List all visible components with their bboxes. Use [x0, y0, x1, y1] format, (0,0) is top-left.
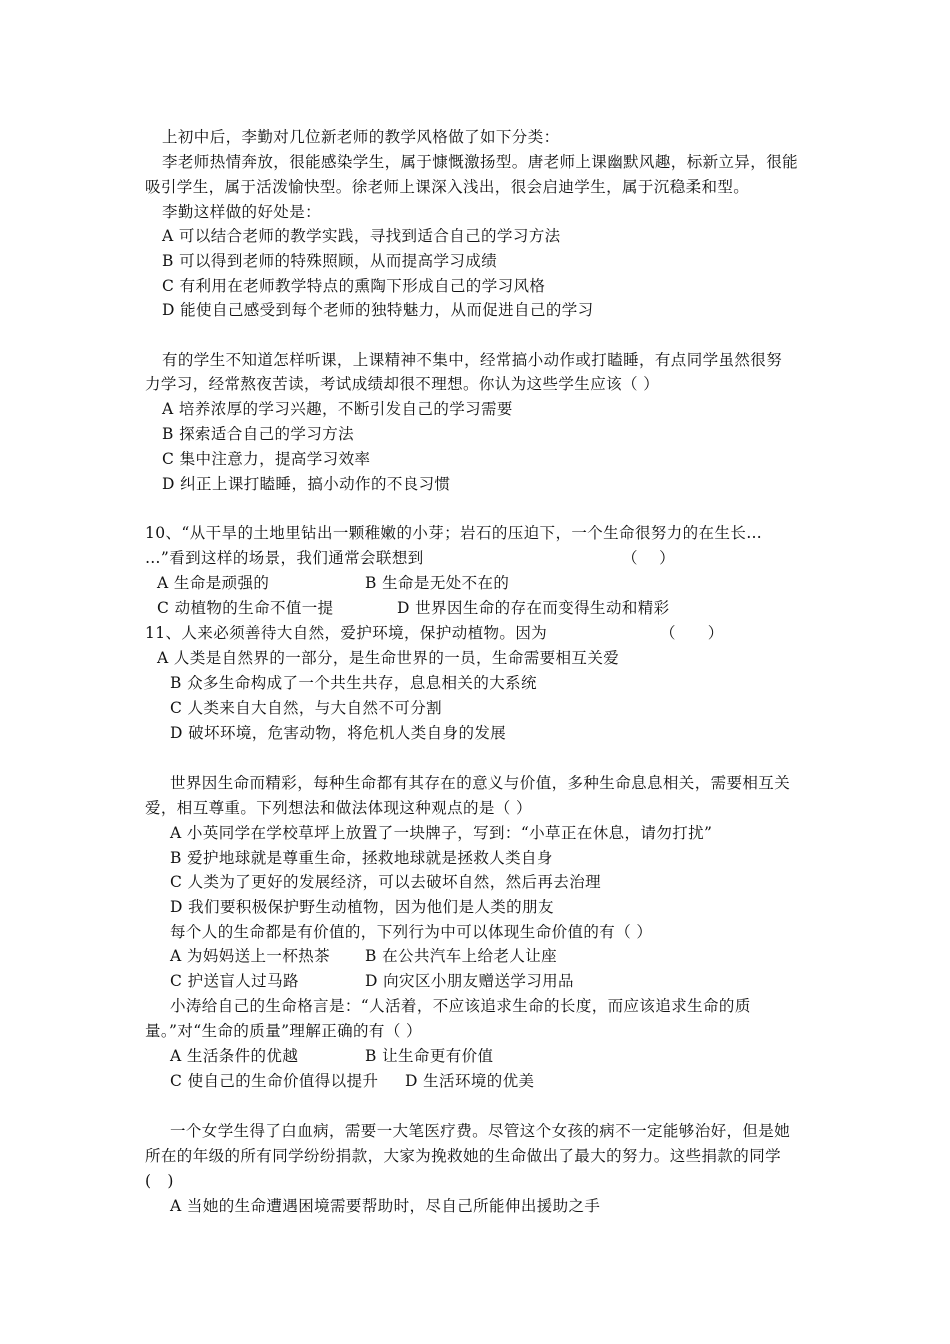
q14-option-b: B 让生命更有价值 — [365, 1047, 494, 1065]
q15-line2: 所在的年级的所有同学纷纷捐款，大家为挽救她的生命做出了最大的努力。这些捐款的同学 — [145, 1147, 782, 1165]
q1-question: 李勤这样做的好处是： — [162, 203, 322, 221]
q2-line1: 有的学生不知道怎样听课，上课精神不集中，经常搞小动作或打瞌睡，有点同学虽然很努 — [162, 351, 783, 369]
q11-option-b: B 众多生命构成了一个共生共存，息息相关的大系统 — [170, 674, 537, 692]
q1-option-b: B 可以得到老师的特殊照顾，从而提高学习成绩 — [162, 252, 498, 270]
q13-option-c: C 护送盲人过马路 — [170, 972, 299, 990]
q1-body-line2: 吸引学生，属于活泼愉快型。徐老师上课深入浅出，很会启迪学生，属于沉稳柔和型。 — [145, 178, 750, 196]
q10-answer-paren: （ ） — [622, 549, 676, 567]
q12-line2: 爱，相互尊重。下列想法和做法体现这种观点的是（ ） — [145, 799, 532, 817]
q12-option-a: A 小英同学在学校草坪上放置了一块牌子，写到：“小草正在休息，请勿打扰” — [170, 824, 713, 842]
q11-option-c: C 人类来自大自然，与大自然不可分割 — [170, 699, 442, 717]
q13-option-b: B 在公共汽车上给老人让座 — [365, 947, 558, 965]
q11-answer-paren: （ ） — [660, 624, 724, 642]
q2-line2: 力学习，经常熬夜苦读，考试成绩却很不理想。你认为这些学生应该（ ） — [145, 375, 660, 393]
q10-option-d: D 世界因生命的存在而变得生动和精彩 — [397, 599, 670, 617]
q12-option-d: D 我们要积极保护野生动植物，因为他们是人类的朋友 — [170, 898, 554, 916]
q2-option-a: A 培养浓厚的学习兴趣，不断引发自己的学习需要 — [162, 400, 513, 418]
q14-line2: 量。”对“生命的质量”理解正确的有（ ） — [145, 1022, 422, 1040]
q14-option-d: D 生活环境的优美 — [405, 1072, 535, 1090]
q15-answer-paren: ( ) — [145, 1172, 174, 1190]
q12-option-b: B 爱护地球就是尊重生命，拯救地球就是拯救人类自身 — [170, 849, 553, 867]
q2-option-b: B 探索适合自己的学习方法 — [162, 425, 355, 443]
q15-line1: 一个女学生得了白血病，需要一大笔医疗费。尽管这个女孩的病不一定能够治好，但是她 — [170, 1122, 791, 1140]
q2-option-c: C 集中注意力，提高学习效率 — [162, 450, 371, 468]
q10-option-c: C 动植物的生命不值一提 — [157, 599, 334, 617]
q11-line1: 11、人来必须善待大自然，爱护环境，保护动植物。因为 — [145, 624, 548, 642]
q13-line1: 每个人的生命都是有价值的，下列行为中可以体现生命价值的有（ ） — [170, 923, 653, 941]
q13-option-d: D 向灾区小朋友赠送学习用品 — [365, 972, 574, 990]
q10-line1: 10、“从干旱的土地里钻出一颗稚嫩的小芽；岩石的压迫下，一个生命很努力的在生长… — [145, 524, 763, 542]
q15-option-a: A 当她的生命遭遇困境需要帮助时，尽自己所能伸出援助之手 — [170, 1197, 601, 1215]
q11-option-d: D 破坏环境，危害动物，将危机人类自身的发展 — [170, 724, 507, 742]
q10-option-b: B 生命是无处不在的 — [365, 574, 510, 592]
q14-option-c: C 使自己的生命价值得以提升 — [170, 1072, 379, 1090]
q14-line1: 小涛给自己的生命格言是：“人活着，不应该追求生命的长度，而应该追求生命的质 — [170, 997, 751, 1015]
q1-option-d: D 能使自己感受到每个老师的独特魅力，从而促进自己的学习 — [162, 301, 594, 319]
q13-option-a: A 为妈妈送上一杯热茶 — [170, 947, 331, 965]
q1-option-a: A 可以结合老师的教学实践，寻找到适合自己的学习方法 — [162, 227, 561, 245]
q10-line2: …”看到这样的场景，我们通常会联想到 — [145, 549, 424, 567]
q2-option-d: D 纠正上课打瞌睡，搞小动作的不良习惯 — [162, 475, 451, 493]
q1-body-line1: 李老师热情奔放，很能感染学生，属于慷慨激扬型。唐老师上课幽默风趣，标新立异，很能 — [162, 153, 799, 171]
q10-option-a: A 生命是顽强的 — [157, 574, 270, 592]
q1-option-c: C 有利用在老师教学特点的熏陶下形成自己的学习风格 — [162, 277, 546, 295]
q14-option-a: A 生活条件的优越 — [170, 1047, 299, 1065]
q11-option-a: A 人类是自然界的一部分，是生命世界的一员，生命需要相互关爱 — [157, 649, 620, 667]
q12-line1: 世界因生命而精彩，每种生命都有其存在的意义与价值，多种生命息息相关，需要相互关 — [170, 774, 791, 792]
q12-option-c: C 人类为了更好的发展经济，可以去破坏自然，然后再去治理 — [170, 873, 601, 891]
q1-intro: 上初中后，李勤对几位新老师的教学风格做了如下分类： — [162, 128, 560, 146]
